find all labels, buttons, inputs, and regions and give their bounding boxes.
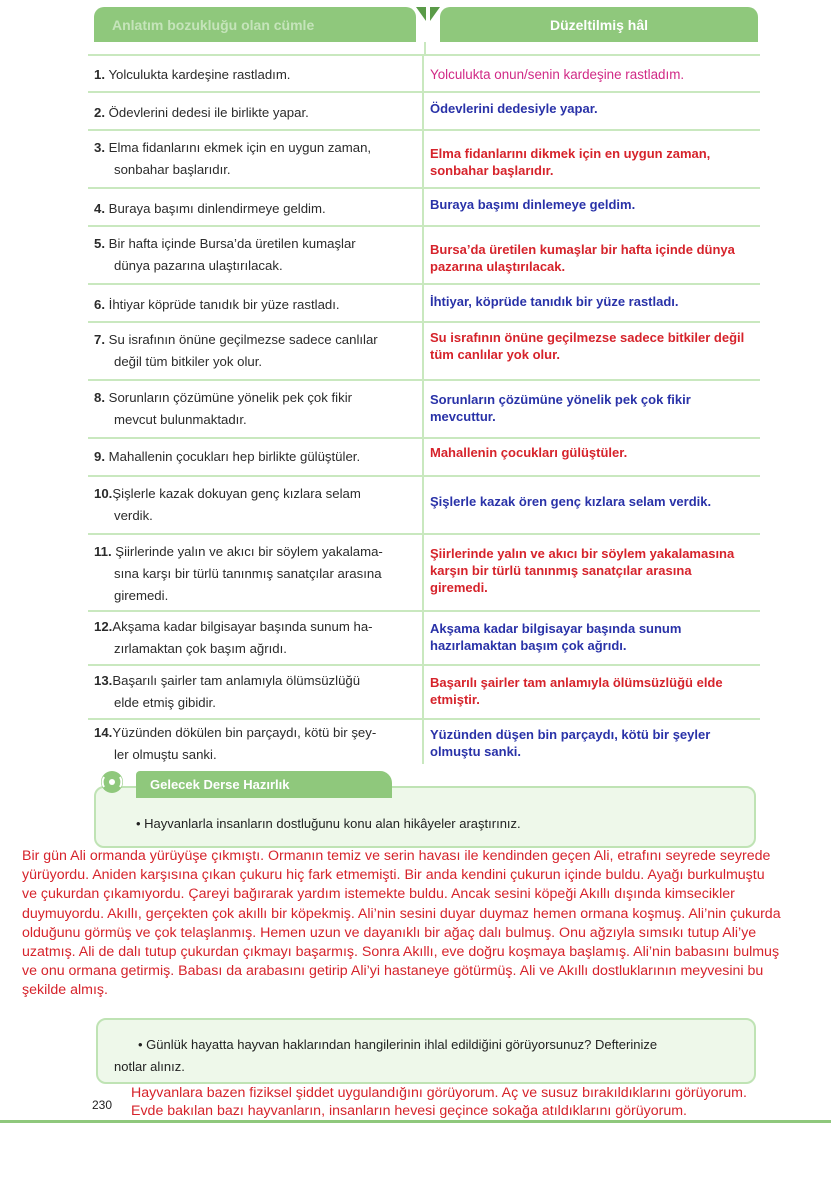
broadcast-icon xyxy=(94,768,130,798)
footer-divider xyxy=(0,1120,831,1123)
table-row: 10.Şişlerle kazak dokuyan genç kızlara selam verdik. Şişlerle kazak ören genç kızlara selam verdik. xyxy=(88,477,760,535)
table-row: 6. İhtiyar köprüde tanıdık bir yüze rastladı. İhtiyar, köprüde tanıdık bir yüze rastladı. xyxy=(88,285,760,323)
prep-title: Gelecek Derse Hazırlık xyxy=(136,771,392,798)
written-answer: Hayvanlara bazen fiziksel şiddet uygulandığını görüyorum. Aç ve susuz bırakıldıklarını görüyorum. Evde bakılan bazı hayvanların, insanların hevesi geçince sokağa atıldıklarını görüyorum. xyxy=(131,1085,747,1119)
prep-box-2 xyxy=(96,1018,756,1084)
prep-item: • Hayvanlarla insanların dostluğunu konu alan hikâyeler araştırınız. xyxy=(136,816,521,831)
table-row: 1. Yolculukta kardeşine rastladım. Yolculukta onun/senin kardeşine rastladım. xyxy=(88,56,760,93)
header-corrected-label: Düzeltilmiş hâl xyxy=(549,16,649,33)
table-row: 3. Elma fidanlarını ekmek için en uygun zaman, sonbahar başlarıdır. Elma fidanlarını dikmek için en uygun zaman, sonbahar başlarıdır. xyxy=(88,131,760,189)
header-original-label: Anlatım bozukluğu olan cümle xyxy=(112,16,315,33)
header-original xyxy=(94,7,416,42)
table-row: 12.Akşama kadar bilgisayar başında sunum ha- zırlamaktan çok başım ağrıdı. Akşama kadar bilgisayar başında sunum hazırlamaktan başım çok ağrıdı. xyxy=(88,612,760,666)
table-row: 14.Yüzünden dökülen bin parçaydı, kötü bir şey- ler olmuştu sanki. Yüzünden düşen bin parçaydı, kötü bir şeyler olmuştu sanki. xyxy=(88,720,760,764)
table-row: 2. Ödevlerini dedesi ile birlikte yapar. Ödevlerini dedesiyle yapar. xyxy=(88,93,760,131)
table-row: 4. Buraya başımı dinlendirmeye geldim. Buraya başımı dinlemeye geldim. xyxy=(88,189,760,227)
page-number: 230 xyxy=(92,1098,113,1112)
tab-fold-icon xyxy=(430,7,440,21)
table-row: 13.Başarılı şairler tam anlamıyla ölümsüzlüğü elde etmiş gibidir. Başarılı şairler tam anlamıyla ölümsüzlüğü elde etmiştir. xyxy=(88,666,760,720)
table-row: 7. Su israfının önüne geçilmezse sadece canlılar değil tüm bitkiler yok olur. Su israfının önüne geçilmezse sadece bitkiler değil tüm canlılar yok olur. xyxy=(88,323,760,381)
tab-fold-icon xyxy=(416,7,426,21)
table-row: 5. Bir hafta içinde Bursa’da üretilen kumaşlar dünya pazarına ulaştırılacak. Bursa’da üretilen kumaşlar bir hafta içinde dünya pazarına ulaştırılacak. xyxy=(88,227,760,285)
table-row: 9. Mahallenin çocukları hep birlikte gülüştüler. Mahallenin çocukları gülüştüler. xyxy=(88,439,760,477)
table-row: 8. Sorunların çözümüne yönelik pek çok fikir mevcut bulunmaktadır. Sorunların çözümüne yönelik pek çok fikir mevcuttur. xyxy=(88,381,760,439)
header-corrected xyxy=(440,7,758,42)
story-answer: Bir gün Ali ormanda yürüyüşe çıkmıştı. Ormanın temiz ve serin havası ile kendinden geçen Ali, etrafını seyrede seyrede yürüyordu. Aniden karşısına çıkan çukuru hiç fark etmemişti. Bir anda kendini çukurun içinde buldu. Ayağı burkulmuştu ve çukurdan çıkamıyordu. Çareyi bağırarak yardım istemekte buldu. Ancak sesini köpeği Akıllı dışında kimsecikler duymuyordu. Akıllı, gerçekten çok akıllı bir köpekmiş. Ali’nin sesini duyar duymaz hemen ormana koşmuş. Ali’nin çukurda olduğunu görmüş ve çok telaşlanmış. Hemen uzun ve dayanıklı bir ağaç dalı bulmuş. Onu ağzıyla sımsıkı tutup Ali’ye uzatmış. Ali de dalı tutup çukurdan çıkmayı başarmış. Sonra Akıllı, eve doğru koşmaya başlamış. Ali’nin babasını bulmuş ve onu ormana getirmiş. Babası da arabasını getirip Ali’yi hastaneye götürmüş. Ali ve Akıllı dostluklarının meyvesini bu şekilde almış. xyxy=(22,848,781,999)
prep-item: • Günlük hayatta hayvan haklarından hangilerinin ihlal edildiğini görüyorsunuz? Defterinize notlar alınız. xyxy=(114,1037,658,1074)
table-row: 11. Şiirlerinde yalın ve akıcı bir söylem yakalama- sına karşı bir türlü tanınmış sanatçılar arasına giremedi. Şiirlerinde yalın ve akıcı bir söylem yakalamasına karşın bir türlü tanınmış sanatçılar arasına giremedi. xyxy=(88,535,760,612)
